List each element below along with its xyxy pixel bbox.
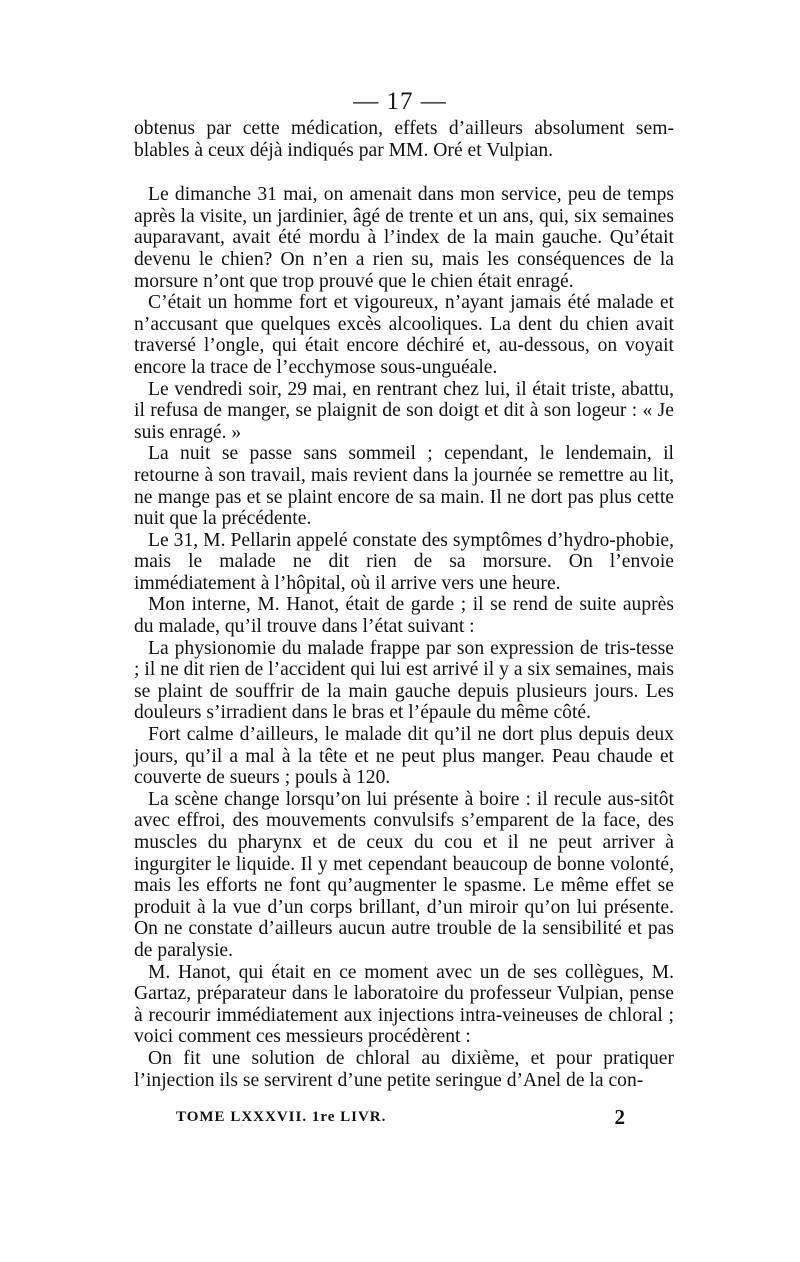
- paragraph: Mon interne, M. Hanot, était de garde ; il se rend de suite auprès du malade, qu’il trouve dans l’état suivant :: [134, 594, 674, 638]
- paragraph: La scène change lorsqu’on lui présente à boire : il recule aus-sitôt avec effroi, des mouvements convulsifs s’emparent de la face, des muscles du pharynx et de ceux du cou et il ne peut arriver à ingurgiter le liquide. Il y met cependant beaucoup de bonne volonté, mais les efforts ne font qu’augmenter le spasme. Le même effet se produit à la vue d’un corps brillant, d’un miroir qu’on lui présente. On ne constate d’ailleurs aucun autre trouble de la sensibilité et pas de paralysie.: [134, 788, 674, 961]
- page-footer: [176, 1105, 626, 1129]
- volume-label: TOME LXXXVII. 1re LIVR.: [176, 1109, 387, 1125]
- paragraph: On fit une solution de chloral au dixième, et pour pratiquer l’injection ils se servirent d’une petite seringue d’Anel de la con-: [134, 1047, 674, 1091]
- paragraph: obtenus par cette médication, effets d’ailleurs absolument sem-blables à ceux déjà indiqués par MM. Oré et Vulpian.: [134, 118, 674, 161]
- body-text: [134, 118, 674, 1091]
- paragraph: Fort calme d’ailleurs, le malade dit qu’il ne dort plus depuis deux jours, qu’il a mal à la tête et ne peut plus manger. Peau chaude et couverte de sueurs ; pouls à 120.: [134, 724, 674, 789]
- paragraph: La nuit se passe sans sommeil ; cependant, le lendemain, il retourne à son travail, mais revient dans la journée se remettre au lit, ne mange pas et se plaint encore de sa main. Il ne dort pas plus cette nuit que la précédente.: [134, 443, 674, 530]
- paragraph: Le dimanche 31 mai, on amenait dans mon service, peu de temps après la visite, un jardinier, âgé de trente et un ans, qui, six semaines auparavant, avait été mordu à l’index de la main gauche. Qu’était devenu le chien? On n’en a rien su, mais les conséquences de la morsure n’ont que trop prouvé que le chien était enragé.: [134, 184, 674, 292]
- paragraph: Le 31, M. Pellarin appelé constate des symptômes d’hydro-phobie, mais le malade ne dit rien de sa morsure. On l’envoie immédiatement à l’hôpital, où il arrive vers une heure.: [134, 529, 674, 594]
- paragraph: Le vendredi soir, 29 mai, en rentrant chez lui, il était triste, abattu, il refusa de manger, se plaignit de son doigt et dit à son logeur : « Je suis enragé. »: [134, 378, 674, 443]
- paragraph: C’était un homme fort et vigoureux, n’ayant jamais été malade et n’accusant que quelques excès alcooliques. La dent du chien avait traversé l’ongle, qui était encore déchiré et, au-dessous, on voyait encore la trace de l’ecchymose sous-unguéale.: [134, 292, 674, 378]
- paragraph: La physionomie du malade frappe par son expression de tris-tesse ; il ne dit rien de l’accident qui lui est arrivé il y a six semaines, mais se plaint de souffrir de la main gauche depuis plusieurs jours. Les douleurs s’irradient dans le bras et l’épaule du même côté.: [134, 637, 674, 724]
- signature-mark: 2: [614, 1105, 626, 1129]
- page-number: — 17 —: [353, 88, 447, 115]
- paragraph: M. Hanot, qui était en ce moment avec un de ses collègues, M. Gartaz, préparateur dans le laboratoire du professeur Vulpian, pense à recourir immédiatement aux injections intra-veineuses de chloral ; voici comment ces messieurs procédèrent :: [134, 961, 674, 1048]
